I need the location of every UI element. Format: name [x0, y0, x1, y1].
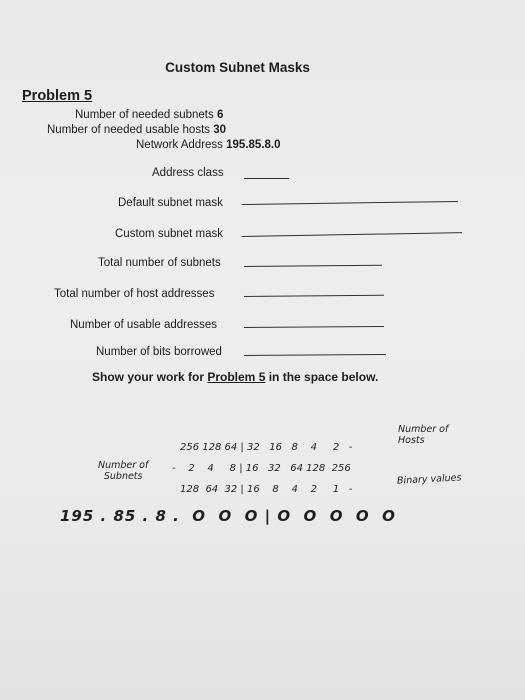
field-custom-mask-label: Custom subnet mask: [115, 228, 224, 240]
field-usable-label: Number of usable addresses: [70, 319, 218, 331]
instruction-text: [92, 370, 378, 384]
instruction-suffix: in the space below.: [265, 370, 379, 384]
instruction-link: Problem 5: [207, 370, 266, 384]
instruction-prefix: Show your work for: [92, 370, 208, 384]
subnets-note: Number of Subnets: [98, 460, 149, 482]
field-total-subnets-line[interactable]: [244, 265, 382, 267]
field-bits-line[interactable]: [244, 354, 386, 356]
work-row-3: 128 64 32 | 16 8 4 2 1 -: [180, 484, 353, 495]
info-subnets-value: 6: [216, 109, 224, 121]
field-default-mask-label: Default subnet mask: [118, 197, 223, 209]
field-usable-line[interactable]: [244, 326, 384, 328]
hosts-note: Number of Hosts: [398, 424, 449, 446]
problem-heading: Problem 5: [22, 88, 93, 104]
info-network-value: 195.85.8.0: [226, 139, 281, 151]
info-hosts-label: Number of needed usable hosts: [47, 124, 211, 136]
field-default-mask-line[interactable]: [242, 201, 458, 205]
field-total-subnets-label: Total number of subnets: [98, 257, 221, 269]
info-network-label: Network Address: [136, 139, 223, 151]
info-subnets: [75, 109, 223, 121]
info-subnets-label: Number of needed subnets: [75, 109, 214, 121]
binary-values-note: Binary values: [396, 472, 462, 487]
field-custom-mask-line[interactable]: [242, 232, 462, 237]
field-total-hosts-label: Total number of host addresses: [54, 288, 215, 300]
work-row-1: 256 128 64 | 32 16 8 4 2 -: [180, 442, 353, 453]
info-hosts-value: 30: [213, 124, 227, 136]
field-bits-label: Number of bits borrowed: [96, 346, 222, 358]
field-address-class-label: Address class: [152, 167, 224, 179]
info-network: [136, 139, 281, 151]
work-row-2: - 2 4 8 | 16 32 64 128 256: [172, 463, 351, 474]
field-total-hosts-line[interactable]: [244, 295, 384, 297]
field-address-class-line[interactable]: [244, 178, 289, 179]
address-binary-line: 195 . 85 . 8 . O O O | O O O O O: [60, 507, 396, 525]
page-title: Custom Subnet Masks: [165, 60, 310, 75]
info-hosts: [47, 124, 226, 136]
